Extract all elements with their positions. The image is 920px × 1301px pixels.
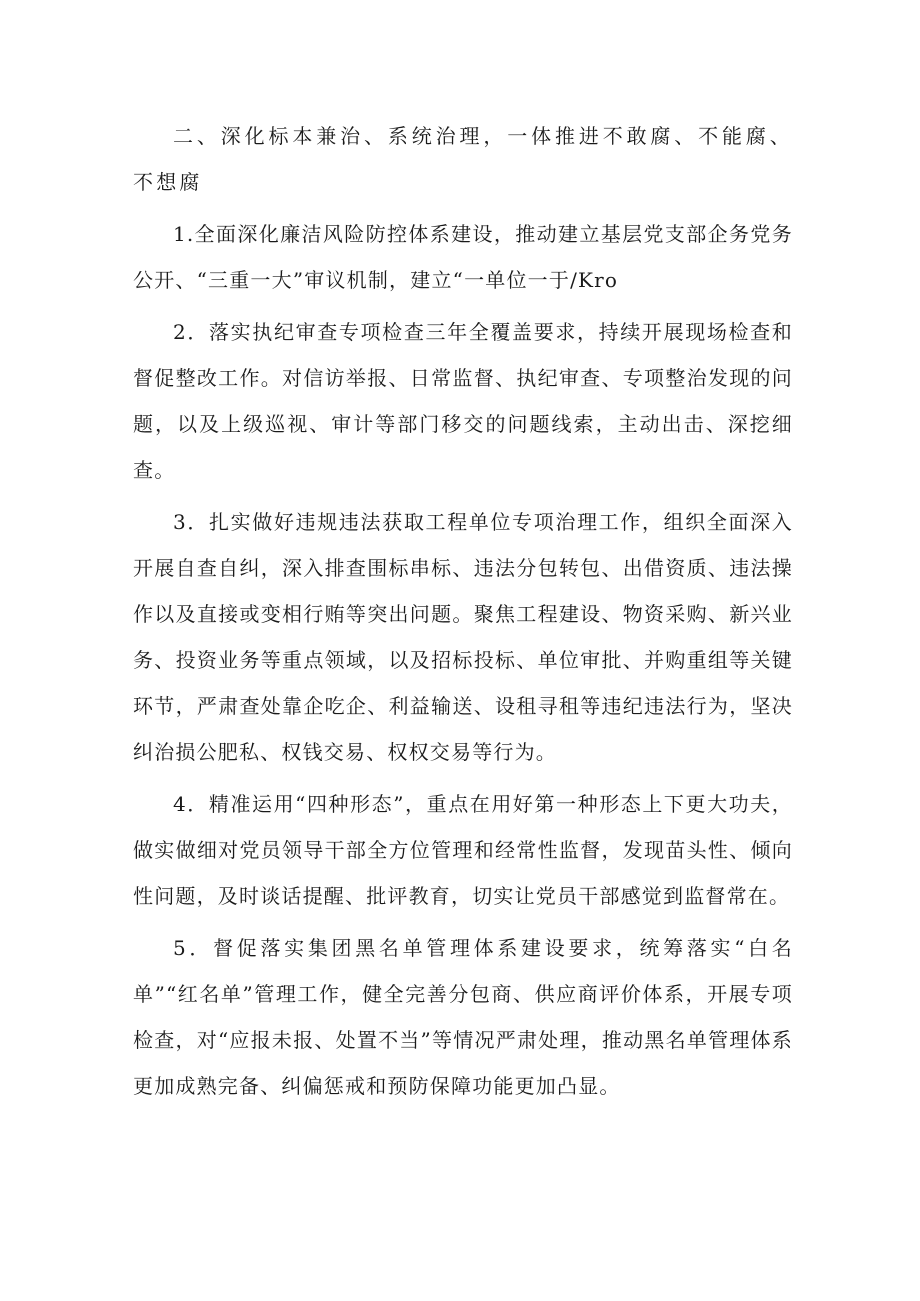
document-body bbox=[133, 113, 793, 1115]
paragraph-item-1: 1.全面深化廉洁风险防控体系建设，推动建立基层党支部企务党务公开、“三重一大”审议机制，建立“一单位一于/Kro bbox=[133, 222, 793, 292]
paragraph-item-3: 3．扎实做好违规违法获取工程单位专项治理工作，组织全面深入开展自查自纠，深入排查围标串标、违法分包转包、出借资质、违法操作以及直接或变相行贿等突出问题。聚焦工程建设、物资采购、新兴业务、投资业务等重点领域，以及招标投标、单位审批、并购重组等关键环节，严肃查处靠企吃企、利益输送、设租寻租等违纪违法行为，坚决纠治损公肥私、权钱交易、权权交易等行为。 bbox=[133, 510, 793, 764]
paragraph-item-2: 2．落实执纪审查专项检查三年全覆盖要求，持续开展现场检查和督促整改工作。对信访举报、日常监督、执纪审查、专项整治发现的问题，以及上级巡视、审计等部门移交的问题线索，主动出击、深挖细查。 bbox=[133, 320, 793, 482]
section-heading: 二、深化标本兼治、系统治理，一体推进不敢腐、不能腐、不想腐 bbox=[133, 124, 793, 194]
paragraph-item-4: 4．精准运用“四种形态”，重点在用好第一种形态上下更大功夫，做实做细对党员领导干部全方位管理和经常性监督，发现苗头性、倾向性问题，及时谈话提醒、批评教育，切实让党员干部感觉到监督常在。 bbox=[133, 792, 793, 908]
paragraph-item-5: 5．督促落实集团黑名单管理体系建设要求，统筹落实“白名单”“红名单”管理工作，健全完善分包商、供应商评价体系，开展专项检查，对“应报未报、处置不当”等情况严肃处理，推动黑名单管理体系更加成熟完备、纠偏惩戒和预防保障功能更加凸显。 bbox=[133, 936, 793, 1098]
